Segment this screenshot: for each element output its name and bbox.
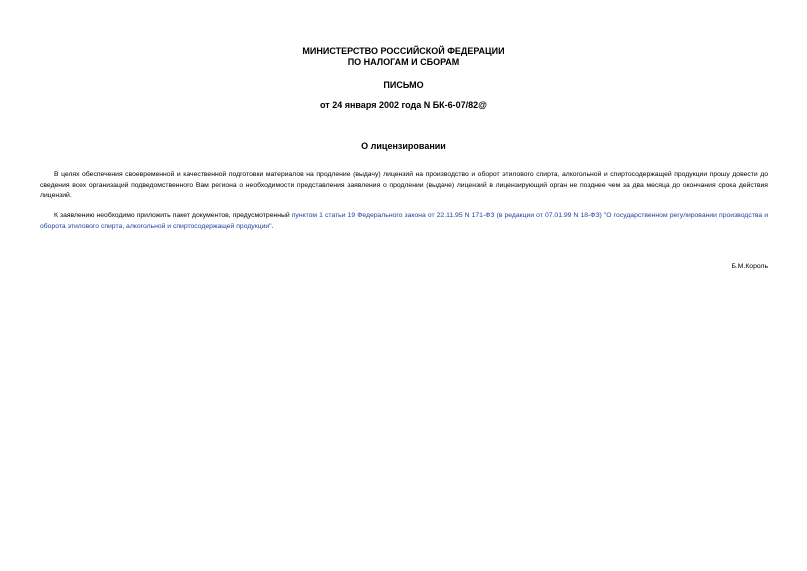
document-date-number: от 24 января 2002 года N БК-6-07/82@ bbox=[320, 100, 487, 110]
paragraph-2-text-before: К заявлению необходимо приложить пакет документов, предусмотренный bbox=[54, 212, 292, 219]
body-paragraph-1: В целях обеспечения своевременной и качественной подготовки материалов на продление (выдачу) лицензий на производство и оборот этилового спирта, алкогольной и спиртосодержащей продукции прошу довести до сведения всех организаций подведомственного Вам региона о необходимости представления заявления о продлении (выдаче) лицензий в лицензирующий орган не позднее чем за два месяца до окончания срока действия лицензий. bbox=[40, 171, 768, 199]
document-subject: О лицензировании bbox=[361, 141, 446, 151]
issuer-header bbox=[0, 46, 807, 68]
document-type: ПИСЬМО bbox=[383, 80, 424, 90]
body-paragraph-2 bbox=[40, 211, 768, 232]
law-reference-link[interactable]: пунктом 1 статьи 19 Федерального закона от 22.11.95 N 171-ФЗ (в редакции от 07.01.99 N 18-ФЗ) "О государственном регулировании производства и оборота этилового спирта, алкогольной и спиртосодержащей продукции" bbox=[40, 212, 768, 230]
issuer-line-2: ПО НАЛОГАМ И СБОРАМ bbox=[347, 57, 460, 67]
paragraph-2-text-after: . bbox=[271, 222, 274, 230]
issuer-line-1: МИНИСТЕРСТВО РОССИЙСКОЙ ФЕДЕРАЦИИ bbox=[302, 46, 505, 56]
signature: Б.М.Король bbox=[731, 263, 768, 270]
